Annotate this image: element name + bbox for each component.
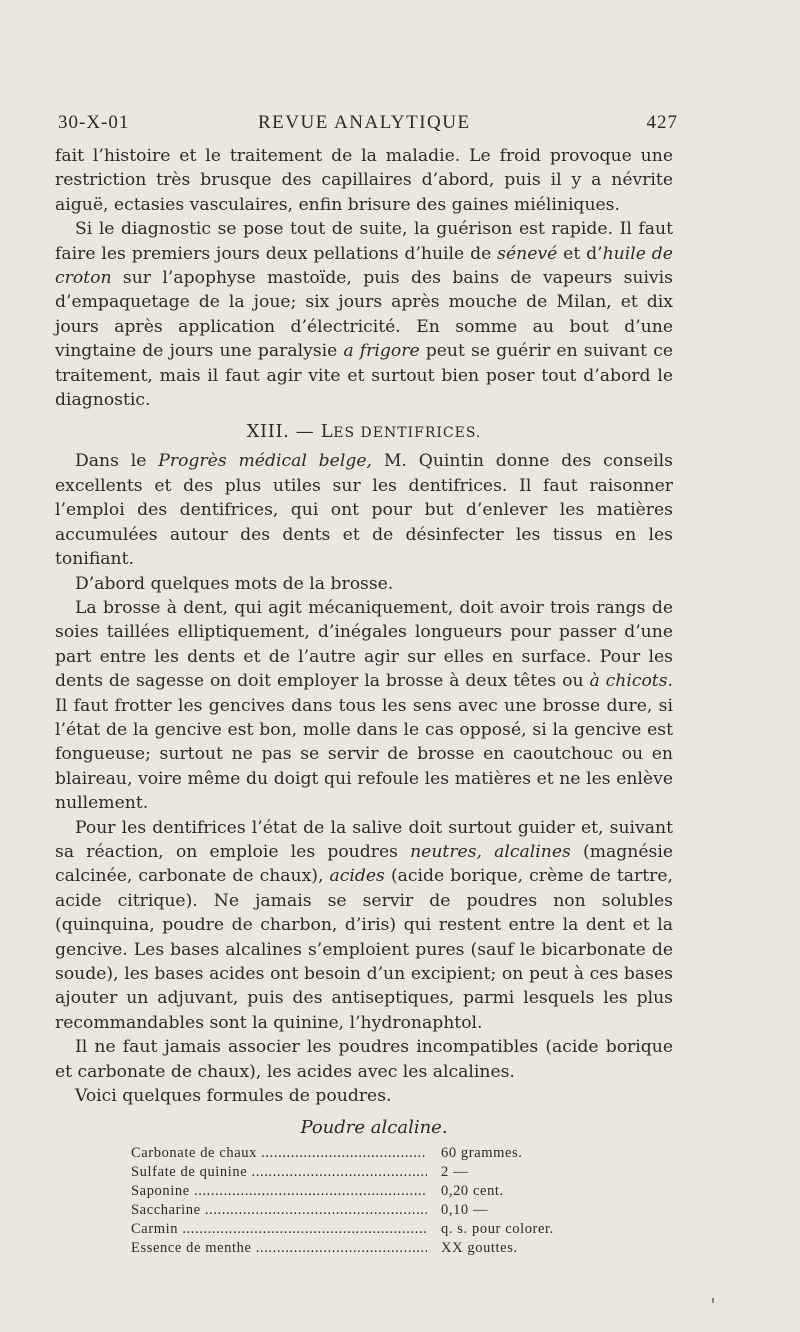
ingredient-name: Essence de menthe ..... xyxy=(131,1239,427,1258)
paper-speck xyxy=(712,1298,714,1303)
ingredient-quantity: 2 — xyxy=(441,1164,469,1181)
ingredient-quantity: 0,10 — xyxy=(441,1202,489,1219)
ingredient-name: Carbonate de chaux ..... xyxy=(131,1144,427,1163)
paragraph-3 xyxy=(55,449,673,571)
italic-term: à chicots. xyxy=(589,671,673,692)
header-journal-title: REVUE ANALYTIQUE xyxy=(258,112,471,133)
text-span: Pour les dentifrices l’état de la salive doit surtout guider et, suivant sa réaction, on emploie les poudres xyxy=(55,817,673,862)
ingredient-name: Carmin ..... xyxy=(131,1220,427,1239)
page-number: 427 xyxy=(646,112,678,133)
ingredient-quantity: XX gouttes. xyxy=(441,1240,518,1257)
paragraph-2 xyxy=(55,217,673,412)
formula-row xyxy=(131,1201,561,1220)
ingredient-quantity: 60 grammes. xyxy=(441,1145,523,1162)
formula-table xyxy=(131,1144,561,1258)
ingredient-quantity: 0,20 cent. xyxy=(441,1183,504,1200)
journal-name: Progrès médical belge, xyxy=(158,451,372,472)
paragraph-1: fait l’histoire et le traitement de la maladie. Le froid provoque une restriction très brusque des capillaires d’abord, puis il y a névrite aiguë, ectasies vasculaires, enfin brisure des gaines miéliniques. xyxy=(55,146,673,215)
formula-row xyxy=(131,1239,561,1258)
text-span: sur l’apophyse mastoïde, puis des bains de vapeurs suivis d’empaquetage de la joue; six jours après mouche de Milan, et dix jours après application d’électricité. En somme au bout d’une vingtaine de jours une paralysie xyxy=(55,268,673,362)
section-heading xyxy=(55,420,673,445)
paragraph-8: Voici quelques formules de poudres. xyxy=(75,1086,392,1107)
ingredient-name: Sulfate de quinine ..... xyxy=(131,1163,427,1182)
italic-term: sénevé xyxy=(497,243,558,264)
italic-term: neutres, alcalines xyxy=(410,841,571,862)
section-title: ES DENTIFRICES. xyxy=(333,425,482,442)
text-span: M. Quintin donne des conseils excellents et des plus utiles sur les dentifrices. Il faut raisonner l’emploi des dentifrices, qui ont pour but d’enlever les matières accumulées autour des dents et de désinfecter les tissus en les tonifiant. xyxy=(55,451,673,570)
ingredient-name: Saccharine ..... xyxy=(131,1201,427,1220)
ingredient-quantity: q. s. pour colorer. xyxy=(441,1221,554,1238)
paragraph-7: Il ne faut jamais associer les poudres incompatibles (acide borique et carbonate de chaux), les acides avec les alcalines. xyxy=(55,1037,673,1082)
italic-term: acides xyxy=(329,866,385,887)
ingredient-name: Saponine ..... xyxy=(131,1182,427,1201)
formula-title: Poudre alcaline. xyxy=(300,1117,448,1139)
italic-term: huile de croton xyxy=(55,243,673,289)
text-span: Dans le xyxy=(75,451,159,472)
running-header xyxy=(58,112,678,138)
formula-row xyxy=(131,1182,561,1201)
text-span: (magnésie calcinée, carbonate de chaux), xyxy=(55,841,673,887)
section-number: XIII. — L xyxy=(246,421,334,443)
formula-row xyxy=(131,1144,561,1163)
paragraph-4: D’abord quelques mots de la brosse. xyxy=(75,573,394,594)
article-body xyxy=(55,144,673,1258)
paragraph-5 xyxy=(55,596,673,816)
paragraph-6 xyxy=(55,816,673,1036)
text-span: et d’ xyxy=(557,243,603,264)
text-span: Si le diagnostic se pose tout de suite, la guérison est rapide. Il faut faire les premiers jours deux pellations d’huile de xyxy=(55,219,673,264)
text-span: Il faut frotter les gencives dans tous les sens avec une brosse dure, si l’état de la gencive est bon, molle dans le cas opposé, si la gencive est fongueuse; surtout ne pas se servir de brosse en caoutchouc ou en blaireau, voire même du doigt qui refoule les matières et ne les enlève nullement. xyxy=(55,695,673,814)
text-span: La brosse à dent, qui agit mécaniquement, doit avoir trois rangs de soies taillées elliptiquement, d’inégales longueurs pour passer d’une part entre les dents et de l’autre agir sur elles en surface. Pour les dents de sagesse on doit employer la brosse à deux têtes ou xyxy=(55,597,673,692)
text-span: peut se guérir en suivant ce traitement, mais il faut agir vite et surtout bien poser tout d’abord le diagnostic. xyxy=(55,341,673,411)
formula-row xyxy=(131,1163,561,1182)
italic-term: a frigore xyxy=(343,341,420,362)
text-span: (acide borique, crème de tartre, acide citrique). Ne jamais se servir de poudres non solubles (quinquina, poudre de charbon, d’iris) qui restent entre la dent et la gencive. Les bases alcalines s’emploient pures (sauf le bicarbonate de soude), les bases acides ont besoin d’un excipient; on peut à ces bases ajouter un adjuvant, puis des antiseptiques, parmi lesquels les plus recommandables sont la quinine, l’hydronaphtol. xyxy=(55,866,674,1033)
formula-row xyxy=(131,1220,561,1239)
header-date: 30-X-01 xyxy=(58,112,130,133)
